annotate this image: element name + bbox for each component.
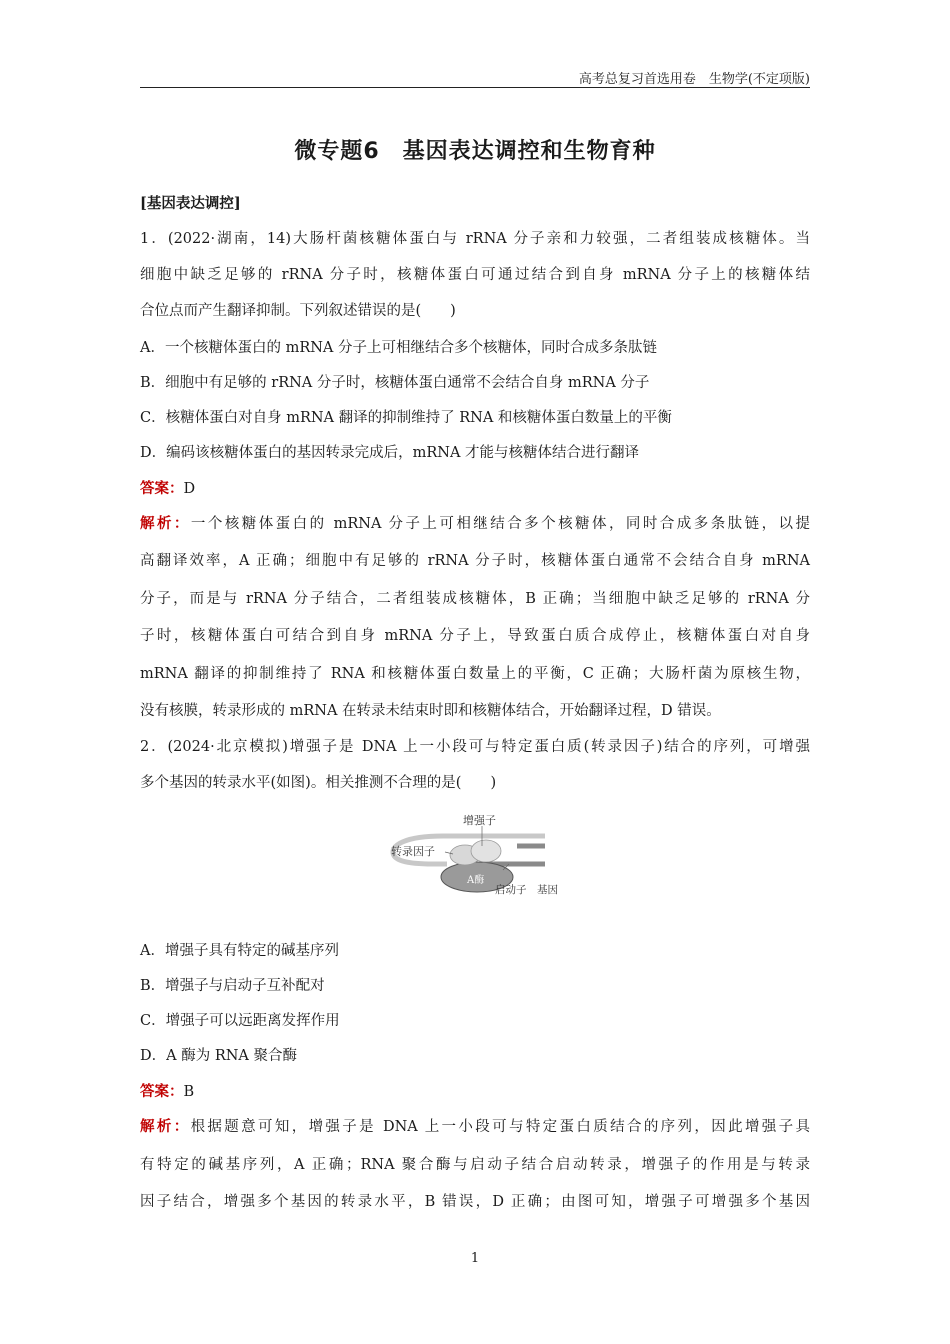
label-promoter: 启动子 [495,884,527,896]
q1-stem-line: 合位点而产生翻译抑制。下列叙述错误的是( ) [140,303,456,319]
page-title: 微专题6 基因表达调控和生物育种 [294,139,656,164]
transcription-factor-shape [471,840,501,862]
q1-option-a: A．一个核糖体蛋白的 mRNA 分子上可相继结合多个核糖体，同时合成多条肽链 [140,340,658,356]
q2-answer [140,1082,194,1102]
q2-option-d: D．A 酶为 RNA 聚合酶 [140,1048,298,1064]
answer-value: D [183,481,196,497]
label-transcription-factor: 转录因子 [391,845,435,858]
q1-option-d: D．编码该核糖体蛋白的基因转录完成后，mRNA 才能与核糖体结合进行翻译 [140,445,640,461]
analysis-text: 一个核糖体蛋白的 mRNA 分子上可相继结合多个核糖体，同时合成多条肽链，以提 [190,516,810,532]
q1-analysis-line: 分子，而是与 rRNA 分子结合，二者组装成核糖体，B 正确；当细胞中缺乏足够的 rRNA 分 [140,591,810,607]
analysis-label: 解析： [140,515,191,532]
q1-analysis-line [140,514,810,534]
header-divider [140,87,810,88]
q2-option-a: A．增强子具有特定的碱基序列 [140,943,339,959]
label-gene: 基因 [537,884,558,896]
q1-stem-line: 细胞中缺乏足够的 rRNA 分子时，核糖体蛋白可通过结合到自身 mRNA 分子上的核糖体结 [140,267,810,283]
answer-label: 答案： [140,480,184,497]
q1-analysis-line: mRNA 翻译的抑制维持了 RNA 和核糖体蛋白数量上的平衡，C 正确；大肠杆菌为原核生物， [140,666,810,682]
q1-answer [140,479,195,499]
section-heading: [基因表达调控] [140,195,241,212]
answer-value: B [183,1084,195,1100]
q1-analysis-line: 没有核膜，转录形成的 mRNA 在转录未结束时即和核糖体结合，开始翻译过程，D 错误。 [140,703,721,719]
q1-analysis-line: 高翻译效率，A 正确；细胞中有足够的 rRNA 分子时，核糖体蛋白通常不会结合自身 mRNA [140,553,810,569]
label-enhancer: 增强子 [463,814,496,827]
page-number: 1 [470,1251,480,1266]
q1-stem-line: 1．(2022·湖南，14)大肠杆菌核糖体蛋白与 rRNA 分子亲和力较强，二者组装成核糖体。当 [140,231,810,247]
label-a-enzyme: A酶 [467,875,485,886]
q2-stem-line: 多个基因的转录水平(如图)。相关推测不合理的是( ) [140,775,497,791]
answer-label: 答案： [140,1083,184,1100]
q2-option-b: B．增强子与启动子互补配对 [140,978,325,994]
q1-option-b: B．细胞中有足够的 rRNA 分子时，核糖体蛋白通常不会结合自身 mRNA 分子 [140,375,650,391]
analysis-label: 解析： [140,1118,191,1135]
running-header: 高考总复习首选用卷 生物学(不定项版) [578,72,810,87]
q2-analysis-line: 因子结合，增强多个基因的转录水平，B 错误，D 正确；由图可知，增强子可增强多个基因 [140,1194,810,1210]
q2-analysis-line [140,1117,810,1137]
q1-analysis-line: 子时，核糖体蛋白可结合到自身 mRNA 分子上，导致蛋白质合成停止，核糖体蛋白对自身 [140,628,810,644]
q2-analysis-line: 有特定的碱基序列，A 正确；RNA 聚合酶与启动子结合启动转录，增强子的作用是与转录 [140,1157,810,1173]
enhancer-diagram [385,812,570,900]
q2-option-c: C．增强子可以远距离发挥作用 [140,1013,340,1029]
q2-stem-line: 2．(2024·北京模拟)增强子是 DNA 上一小段可与特定蛋白质(转录因子)结合的序列，可增强 [140,739,810,755]
q1-option-c: C．核糖体蛋白对自身 mRNA 翻译的抑制维持了 RNA 和核糖体蛋白数量上的平衡 [140,410,672,426]
analysis-text: 根据题意可知，增强子是 DNA 上一小段可与特定蛋白质结合的序列，因此增强子具 [190,1119,811,1135]
